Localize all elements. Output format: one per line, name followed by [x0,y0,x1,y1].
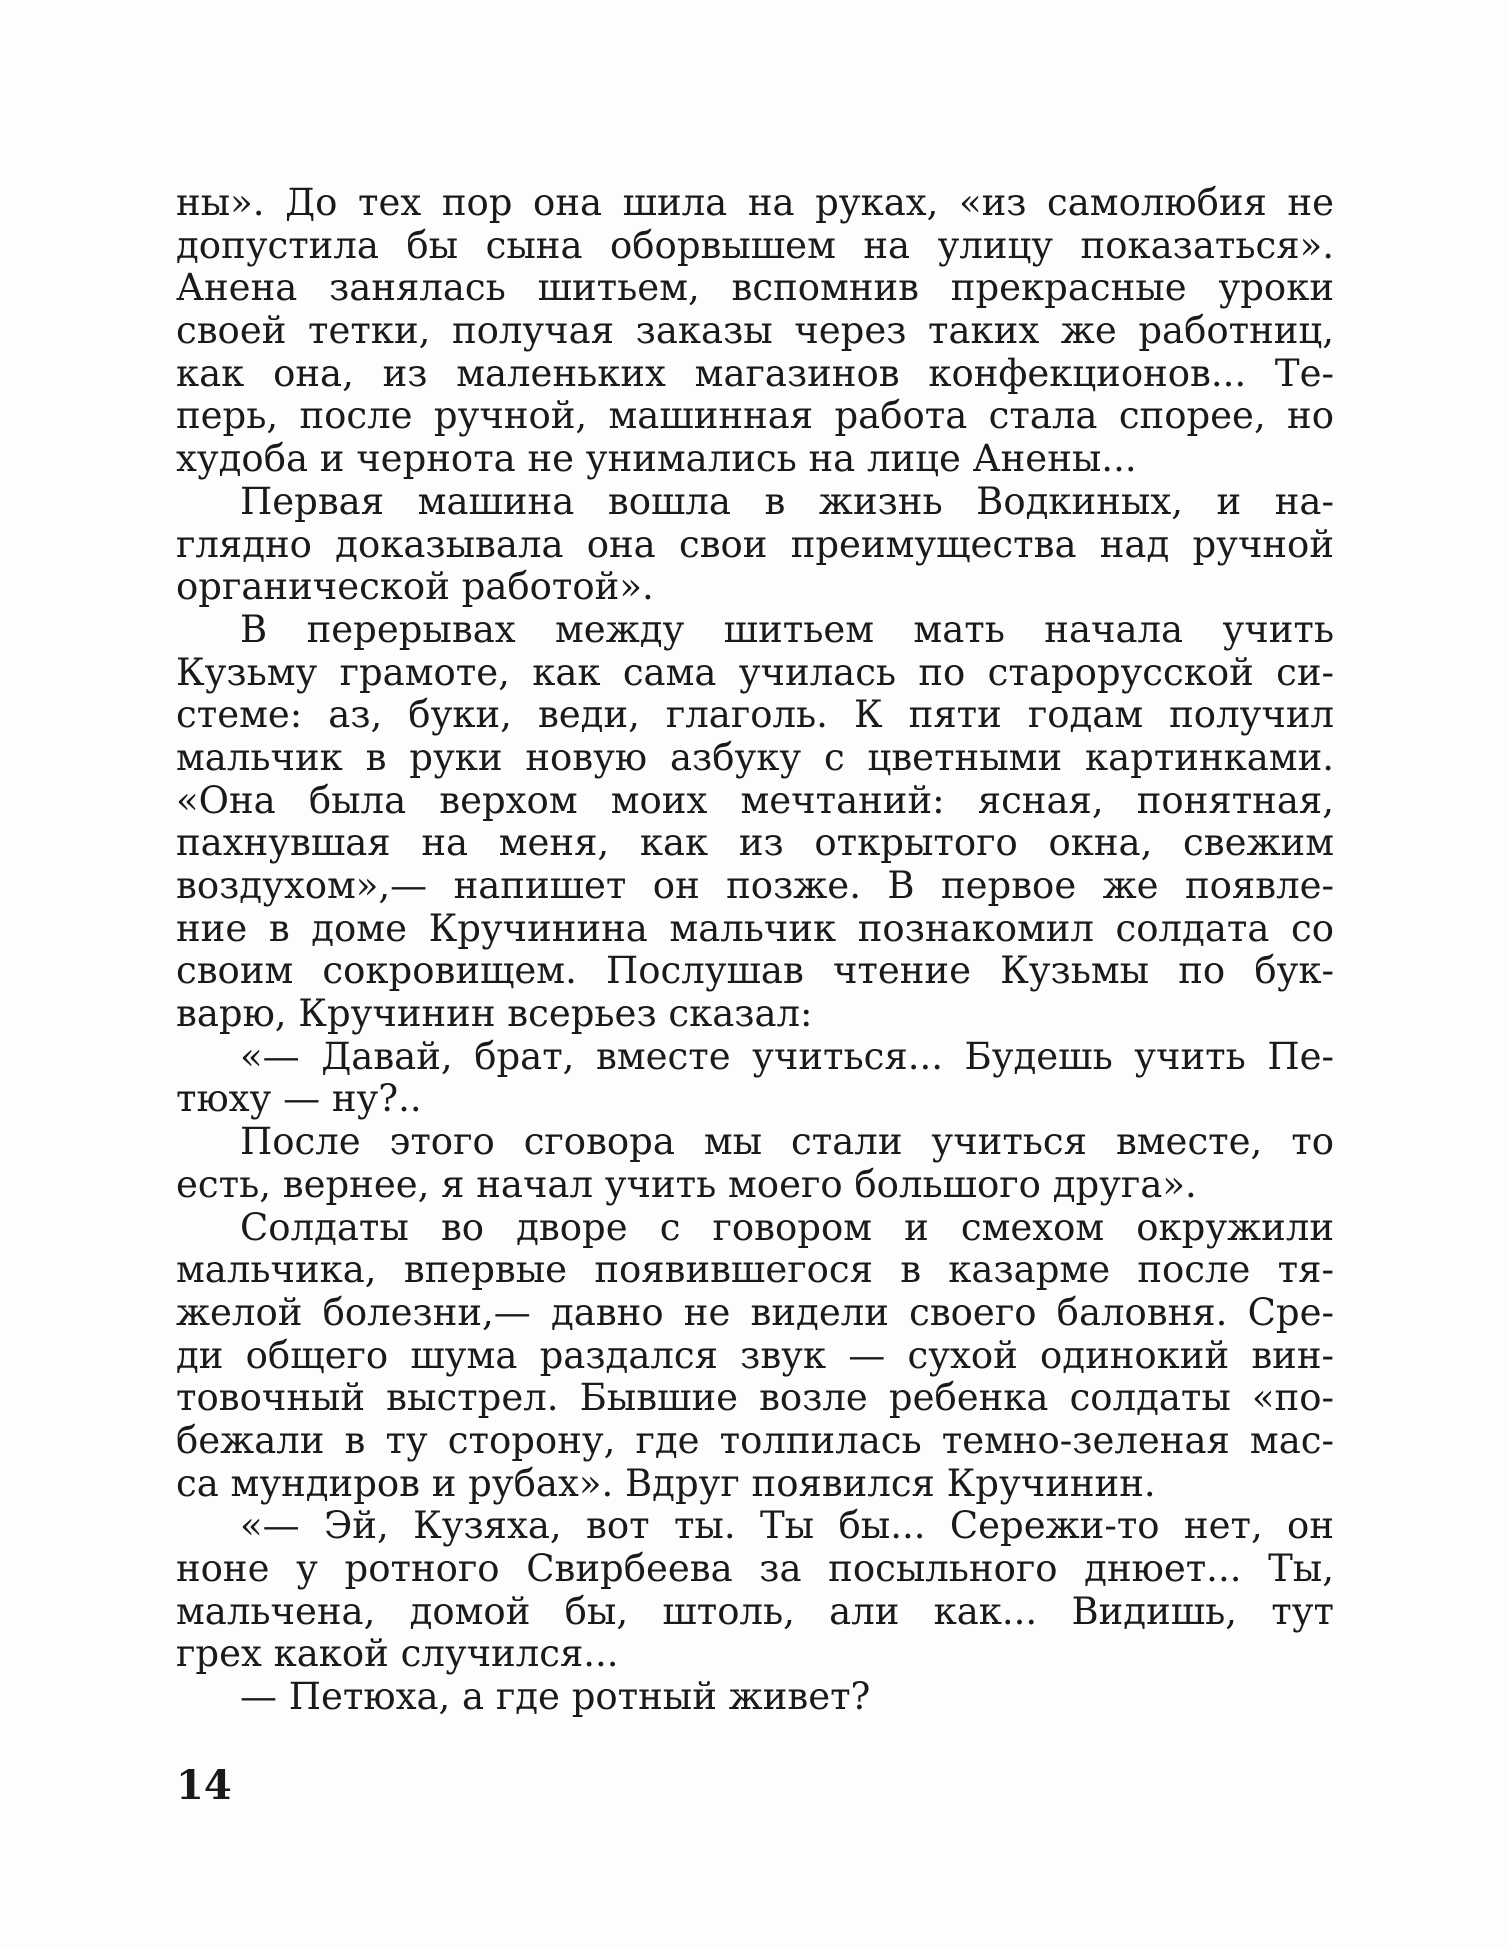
paragraph [176,182,1334,481]
text-line: тюху — ну?.. [176,1078,422,1121]
paragraph [176,609,1334,1036]
text-line: перь, после ручной, машинная работа стала спорее, но [176,395,1334,438]
text-line: са мундиров и рубах». Вдруг появился Кручинин. [176,1462,1156,1505]
text-line: В перерывах между шитьем мать начала учить [240,608,1334,651]
text-line: пахнувшая на меня, как из открытого окна, свежим [176,822,1334,865]
text-line: желой болезни,— давно не видели своего баловня. Сре- [176,1291,1334,1334]
text-line: своей тетки, получая заказы через таких же работниц, [176,310,1334,353]
paragraph [176,1207,1334,1506]
text-line: Солдаты во дворе с говором и смехом окружили [240,1206,1334,1249]
paragraph [176,1121,1334,1206]
text-line: ноне у ротного Свирбеева за посыльного днюет... Ты, [176,1548,1334,1590]
paragraph [176,1505,1334,1676]
text-line: глядно доказывала она свои преимущества над ручной [176,523,1334,566]
text-line: варю, Кручинин всерьез сказал: [176,993,813,1036]
text-line: бежали в ту сторону, где толпилась темно-зеленая мас- [176,1419,1334,1462]
text-line: «— Эй, Кузяха, вот ты. Ты бы... Сережи-то нет, он [240,1505,1334,1548]
page-body-text [176,182,1334,1719]
text-line: Анена занялась шитьем, вспомнив прекрасные уроки [176,267,1334,310]
text-line: Первая машина вошла в жизнь Водкиных, и на- [240,480,1334,523]
paragraph [176,1676,1334,1719]
text-line: допустила бы сына оборвышем на улицу показаться». [176,224,1334,267]
page-number: 14 [176,1762,232,1809]
text-line: ди общего шума раздался звук — сухой одинокий вин- [176,1334,1334,1377]
text-line: ны». До тех пор она шила на руках, «из самолюбия не [176,182,1334,224]
text-line: ние в доме Кручинина мальчик познакомил солдата со [176,907,1334,950]
paragraph [176,481,1334,609]
text-line: как она, из маленьких магазинов конфекционов... Те- [176,352,1334,395]
text-line: товочный выстрел. Бывшие возле ребенка солдаты «по- [176,1377,1334,1420]
text-line: стеме: аз, буки, веди, глаголь. К пяти годам получил [176,694,1334,737]
text-line: своим сокровищем. Послушав чтение Кузьмы по бук- [176,950,1334,993]
text-line: органической работой». [176,566,654,609]
text-line: худоба и чернота не унимались на лице Анены... [176,438,1137,481]
text-line: «— Давай, брат, вместе учиться... Будешь учить Пе- [240,1035,1334,1078]
text-line: мальчик в руки новую азбуку с цветными картинками. [176,736,1334,779]
paragraph [176,1036,1334,1121]
text-line: воздухом»,— напишет он позже. В первое же появле- [176,865,1334,907]
text-line: Кузьму грамоте, как сама училась по старорусской си- [176,651,1334,694]
text-line: «Она была верхом моих мечтаний: ясная, понятная, [176,779,1334,822]
text-line: мальчена, домой бы, штоль, али как... Видишь, тут [176,1590,1334,1633]
text-line: есть, вернее, я начал учить моего большого друга». [176,1163,1197,1206]
text-line: — Петюха, а где ротный живет? [240,1676,871,1719]
text-line: мальчика, впервые появившегося в казарме после тя- [176,1249,1334,1292]
text-line: грех какой случился... [176,1633,619,1676]
text-line: После этого сговора мы стали учиться вместе, то [240,1121,1334,1164]
